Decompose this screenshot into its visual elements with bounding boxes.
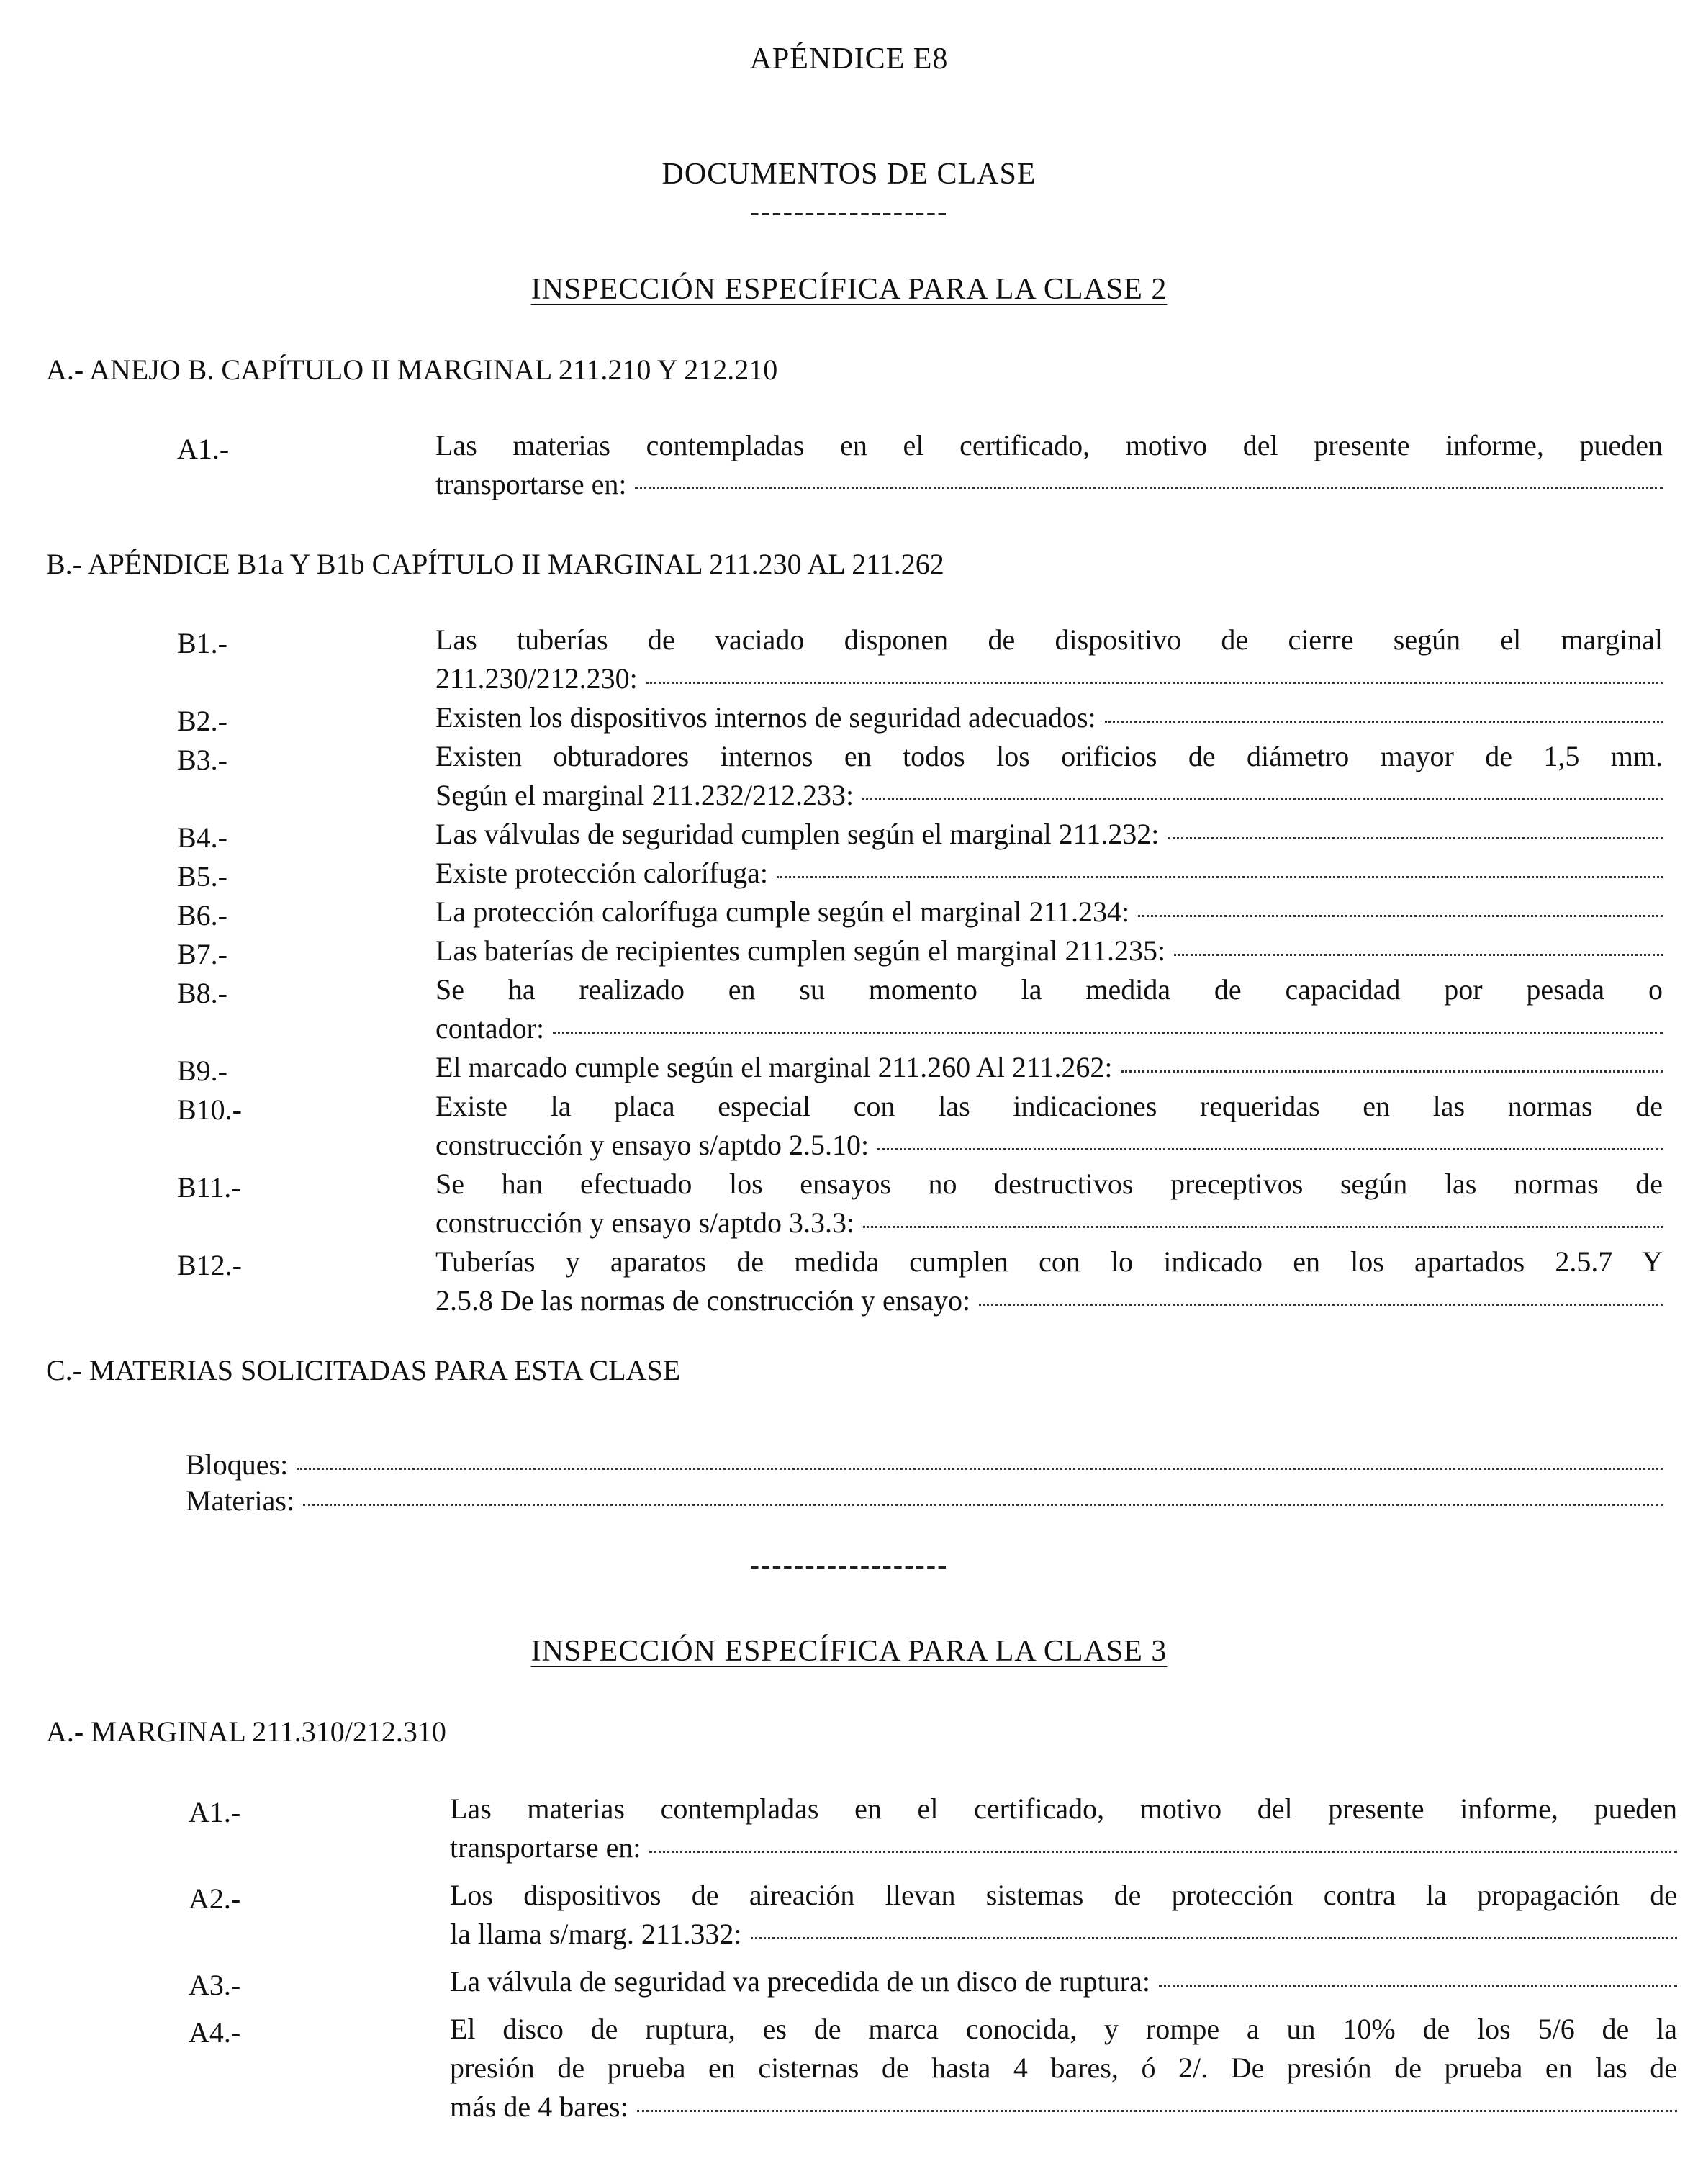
dotted-fill-line[interactable] xyxy=(303,1504,1663,1506)
item-text-line: Se ha realizado en su momento la medida de capacidad por pesada o xyxy=(435,973,1663,1006)
appendix-title: APÉNDICE E8 xyxy=(749,42,949,76)
class3-heading-text: INSPECCIÓN ESPECÍFICA PARA LA CLASE 3 xyxy=(530,1635,1168,1668)
item-label: B12.- xyxy=(177,1249,242,1281)
item-text xyxy=(435,1048,1663,1087)
item-text-line: El disco de ruptura, es de marca conocida, y rompe a un 10% de los 5/6 de la xyxy=(450,2013,1677,2045)
item-label: B10.- xyxy=(177,1093,242,1126)
item-text-last-line: 211.230/212.230: xyxy=(435,662,638,695)
item-text xyxy=(435,1242,1663,1320)
item-text xyxy=(435,1165,1663,1242)
item-text-last-line: 2.5.8 De las normas de construcción y ensayo: xyxy=(435,1284,971,1317)
item-text-line: Se han efectuado los ensayos no destructivos preceptivos según las normas de xyxy=(435,1168,1663,1200)
item-text xyxy=(435,426,1663,504)
item-text xyxy=(435,931,1663,970)
item-label: B2.- xyxy=(177,705,227,737)
item-text xyxy=(435,893,1663,931)
dotted-fill-line[interactable] xyxy=(1174,954,1663,956)
class2-heading-text: INSPECCIÓN ESPECÍFICA PARA LA CLASE 2 xyxy=(530,273,1168,306)
item-text-line: Las materias contempladas en el certificado, motivo del presente informe, pueden xyxy=(450,1792,1677,1825)
item-text-last-line: Las baterías de recipientes cumplen según el marginal 211.235: xyxy=(435,934,1166,967)
class2-section-c-title: C.- MATERIAS SOLICITADAS PARA ESTA CLASE xyxy=(46,1354,681,1386)
item-text xyxy=(435,815,1663,854)
item-text-last-line: contador: xyxy=(435,1012,545,1044)
section-separator: ------------------ xyxy=(749,1548,949,1581)
materials-field-label: Materias: xyxy=(186,1484,295,1517)
dotted-fill-line[interactable] xyxy=(297,1468,1663,1470)
dotted-fill-line[interactable] xyxy=(649,1851,1677,1853)
item-text-last-line: Según el marginal 211.232/212.233: xyxy=(435,779,854,811)
item-text xyxy=(435,737,1663,815)
dotted-fill-line[interactable] xyxy=(979,1304,1663,1306)
item-text-last-line: La válvula de seguridad va precedida de un disco de ruptura: xyxy=(450,1965,1150,1998)
item-label: B7.- xyxy=(177,938,227,970)
dotted-fill-line[interactable] xyxy=(777,876,1663,878)
item-text xyxy=(450,1876,1677,1954)
item-label: B8.- xyxy=(177,977,227,1009)
materials-field-label: Bloques: xyxy=(186,1448,289,1481)
item-text-line: Tuberías y aparatos de medida cumplen con lo indicado en los apartados 2.5.7 Y xyxy=(435,1245,1663,1278)
item-text-line: Existen obturadores internos en todos los orificios de diámetro mayor de 1,5 mm. xyxy=(435,740,1663,772)
item-text-last-line: Existen los dispositivos internos de seguridad adecuados: xyxy=(435,701,1096,734)
item-text-last-line: Las válvulas de seguridad cumplen según el marginal 211.232: xyxy=(435,818,1160,850)
dotted-fill-line[interactable] xyxy=(1105,721,1663,723)
item-text xyxy=(435,970,1663,1048)
class3-section-a-title: A.- MARGINAL 211.310/212.310 xyxy=(46,1715,446,1748)
item-label: A1.- xyxy=(189,1796,241,1828)
item-text-last-line: construcción y ensayo s/aptdo 3.3.3: xyxy=(435,1206,855,1239)
item-label: B1.- xyxy=(177,627,227,659)
item-label: B4.- xyxy=(177,821,227,854)
item-text-line: Las materias contempladas en el certificado, motivo del presente informe, pueden xyxy=(435,429,1663,461)
item-text-last-line: transportarse en: xyxy=(435,468,627,500)
item-text xyxy=(450,2010,1677,2126)
dotted-fill-line[interactable] xyxy=(862,798,1663,800)
dotted-fill-line[interactable] xyxy=(635,487,1663,489)
document-title: DOCUMENTOS DE CLASE xyxy=(661,158,1037,191)
item-label: B11.- xyxy=(177,1171,241,1204)
item-label: B6.- xyxy=(177,899,227,931)
item-text-last-line: La protección calorífuga cumple según el marginal 211.234: xyxy=(435,895,1130,928)
item-text-last-line: Existe protección calorífuga: xyxy=(435,857,769,889)
item-label: B3.- xyxy=(177,744,227,776)
item-text xyxy=(450,1962,1677,2001)
dotted-fill-line[interactable] xyxy=(877,1148,1663,1150)
item-text-last-line: construcción y ensayo s/aptdo 2.5.10: xyxy=(435,1129,870,1161)
item-text xyxy=(435,698,1663,737)
item-label: A3.- xyxy=(189,1969,241,2001)
item-text-line: Los dispositivos de aireación llevan sistemas de protección contra la propagación de xyxy=(450,1879,1677,1911)
dotted-fill-line[interactable] xyxy=(646,682,1663,684)
dotted-fill-line[interactable] xyxy=(637,2110,1677,2112)
dotted-fill-line[interactable] xyxy=(1168,837,1663,839)
item-text-last-line: la llama s/marg. 211.332: xyxy=(450,1918,742,1950)
item-text-last-line: El marcado cumple según el marginal 211.260 Al 211.262: xyxy=(435,1051,1113,1083)
item-text-line: presión de prueba en cisternas de hasta 4 bares, ó 2/. De presión de prueba en las de xyxy=(450,2052,1677,2084)
item-text-line: Las tuberías de vaciado disponen de dispositivo de cierre según el marginal xyxy=(435,623,1663,656)
class2-heading xyxy=(0,272,1698,307)
dotted-fill-line[interactable] xyxy=(553,1032,1663,1034)
item-label: A4.- xyxy=(189,2016,241,2049)
class2-section-a-title: A.- ANEJO B. CAPÍTULO II MARGINAL 211.210 Y 212.210 xyxy=(46,353,778,386)
item-text xyxy=(435,1087,1663,1165)
item-text xyxy=(435,854,1663,893)
item-text-line: Existe la placa especial con las indicaciones requeridas en las normas de xyxy=(435,1090,1663,1122)
dotted-fill-line[interactable] xyxy=(1121,1070,1663,1073)
class2-section-b-title: B.- APÉNDICE B1a Y B1b CAPÍTULO II MARGINAL 211.230 AL 211.262 xyxy=(46,548,944,580)
item-text-last-line: transportarse en: xyxy=(450,1831,641,1864)
item-text-last-line: más de 4 bares: xyxy=(450,2090,628,2123)
materials-field-row xyxy=(186,1445,1663,1484)
title-separator: ------------------ xyxy=(749,195,949,227)
dotted-fill-line[interactable] xyxy=(751,1937,1678,1939)
dotted-fill-line[interactable] xyxy=(1138,915,1663,917)
item-label: A1.- xyxy=(177,433,230,465)
item-label: A2.- xyxy=(189,1882,241,1915)
item-text xyxy=(435,621,1663,698)
item-text xyxy=(450,1790,1677,1867)
item-label: B5.- xyxy=(177,860,227,893)
item-label: B9.- xyxy=(177,1055,227,1087)
materials-field-row xyxy=(186,1481,1663,1520)
dotted-fill-line[interactable] xyxy=(863,1226,1663,1228)
class3-heading xyxy=(0,1634,1698,1669)
dotted-fill-line[interactable] xyxy=(1159,1985,1677,1987)
